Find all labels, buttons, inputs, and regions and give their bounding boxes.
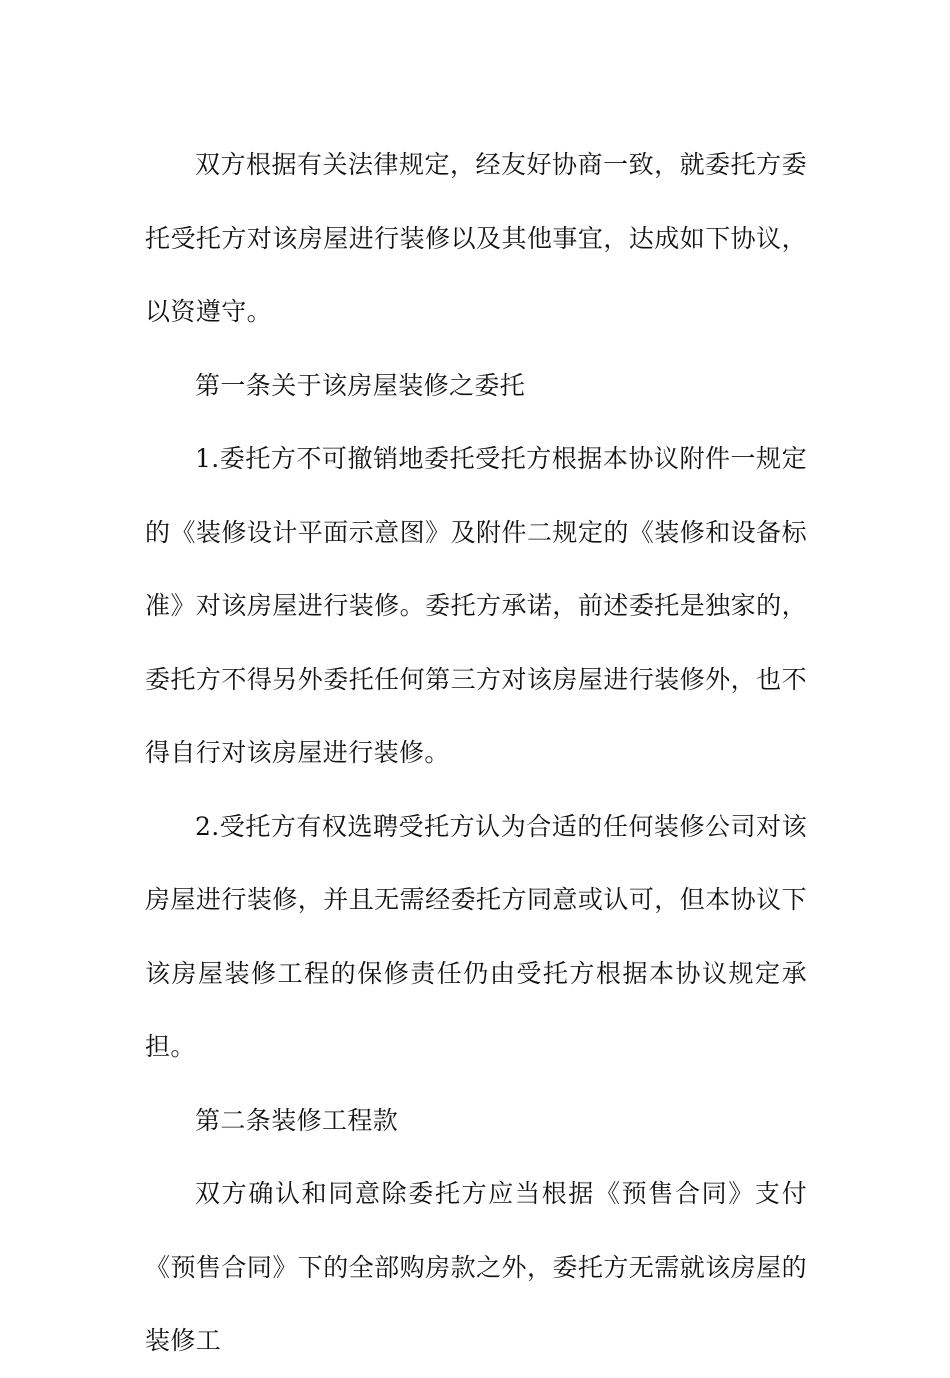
paragraph-intro: 双方根据有关法律规定，经友好协商一致，就委托方委托受托方对该房屋进行装修以及其他事宜，达成如下协议，以资遵守。 (145, 150, 807, 326)
article-one-clause-2: 2.受托方有权选聘受托方认为合适的任何装修公司对该房屋进行装修，并且无需经委托方同意或认可，但本协议下该房屋装修工程的保修责任仍由受托方根据本协议规定承担。 (145, 811, 807, 1061)
article-one-heading: 第一条关于该房屋装修之委托 (195, 370, 526, 400)
article-one-clause-1: 1.委托方不可撤销地委托受托方根据本协议附件一规定的《装修设计平面示意图》及附件二规定的《装修和设备标准》对该房屋进行装修。委托方承诺，前述委托是独家的，委托方不得另外委托任何第三方对该房屋进行装修外，也不得自行对该房屋进行装修。 (145, 444, 807, 767)
article-two-body: 双方确认和同意除委托方应当根据《预售合同》支付《预售合同》下的全部购房款之外，委托方无需就该房屋的装修工 (145, 1179, 807, 1355)
article-two-heading: 第二条装修工程款 (195, 1105, 399, 1135)
document-body (145, 128, 807, 1378)
